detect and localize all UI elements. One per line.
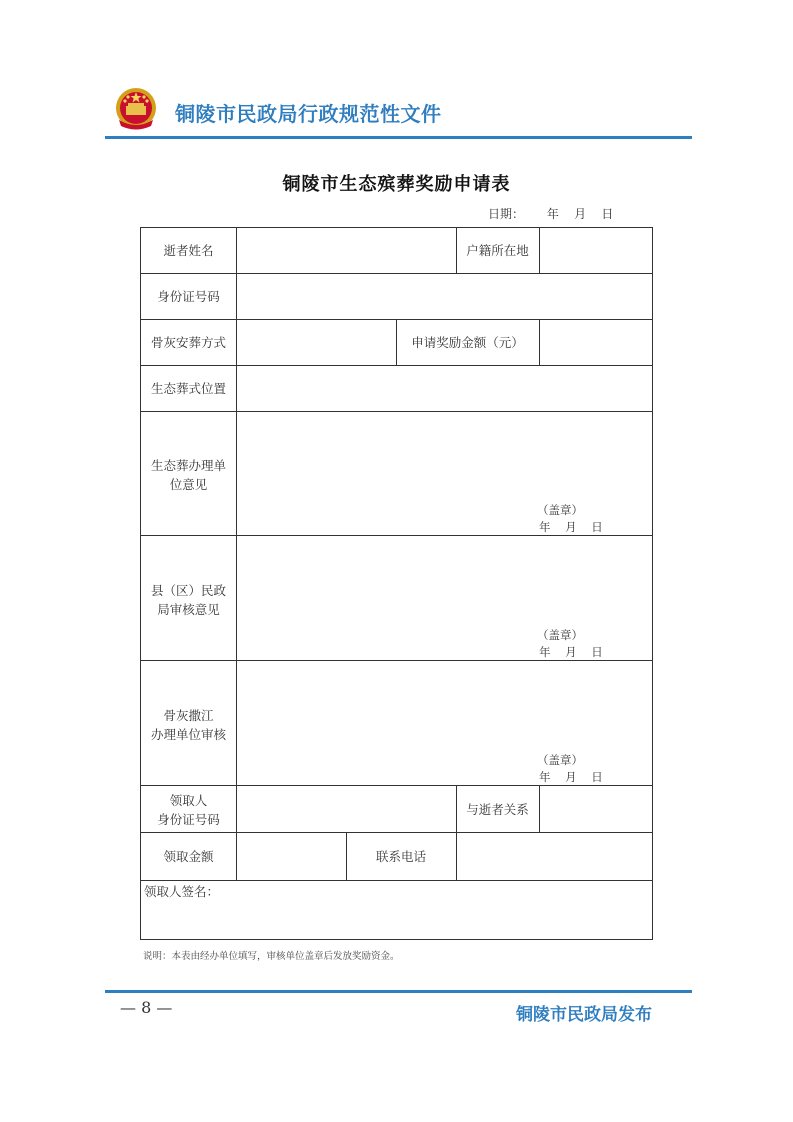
label-line: 骨灰撒江 [163,708,214,723]
id-number-field[interactable] [237,274,652,319]
document-header-title: 铜陵市民政局行政规范性文件 [175,102,442,126]
footer-divider [105,990,692,993]
ash-method-label: 骨灰安葬方式 [150,335,226,350]
relation-field[interactable] [540,786,652,832]
publisher-label: 铜陵市民政局发布 [516,1005,652,1025]
national-emblem-icon [113,86,159,132]
label-line: 县（区）民政 [150,583,226,598]
application-form-table [140,227,653,940]
deceased-name-label: 逝者姓名 [163,243,214,258]
seal-date-label: 年 月 日 [539,520,603,534]
signature-field[interactable] [141,881,652,939]
label-line: 位意见 [169,477,208,492]
label-line: 领取人 [169,793,208,808]
handling-unit-opinion-label [141,456,236,494]
county-review-label [141,581,236,619]
river-scattering-review-field[interactable] [237,661,652,785]
document-header [105,82,692,140]
label-line: 局审核意见 [157,602,220,617]
deceased-name-field[interactable] [237,228,456,273]
form-note: 说明：本表由经办单位填写，审核单位盖章后发放奖励资金。 [143,951,400,962]
label-line: 生态葬办理单 [150,458,226,473]
date-line: 日期： 年 月 日 [488,207,614,221]
recipient-id-label [141,791,236,829]
household-field[interactable] [540,228,652,273]
id-number-label: 身份证号码 [157,289,220,304]
burial-location-field[interactable] [237,366,652,411]
burial-location-label: 生态葬式位置 [150,381,226,396]
award-amount-field[interactable] [540,320,652,365]
phone-label: 联系电话 [375,849,426,864]
household-label: 户籍所在地 [466,243,529,258]
relation-label: 与逝者关系 [466,802,529,817]
label-line: 办理单位审核 [150,727,226,742]
seal-stamp-label: （盖章） [537,628,583,642]
phone-field[interactable] [457,833,652,880]
seal-stamp-label: （盖章） [537,503,583,517]
recipient-id-field[interactable] [237,786,456,832]
label-line: 身份证号码 [157,812,220,827]
seal-stamp-label: （盖章） [537,753,583,767]
receive-amount-field[interactable] [237,833,346,880]
seal-date-label: 年 月 日 [539,770,603,784]
signature-label: 领取人签名： [144,884,220,899]
river-scattering-review-label [141,706,236,744]
county-review-field[interactable] [237,536,652,660]
ash-method-field[interactable] [237,320,396,365]
seal-date-label: 年 月 日 [539,645,603,659]
header-divider [105,136,692,139]
page-number: — 8 — [120,998,173,1017]
receive-amount-label: 领取金额 [163,849,214,864]
form-title: 铜陵市生态殡葬奖励申请表 [282,174,511,195]
handling-unit-opinion-field[interactable] [237,412,652,535]
award-amount-label: 申请奖励金额（元） [411,335,524,350]
